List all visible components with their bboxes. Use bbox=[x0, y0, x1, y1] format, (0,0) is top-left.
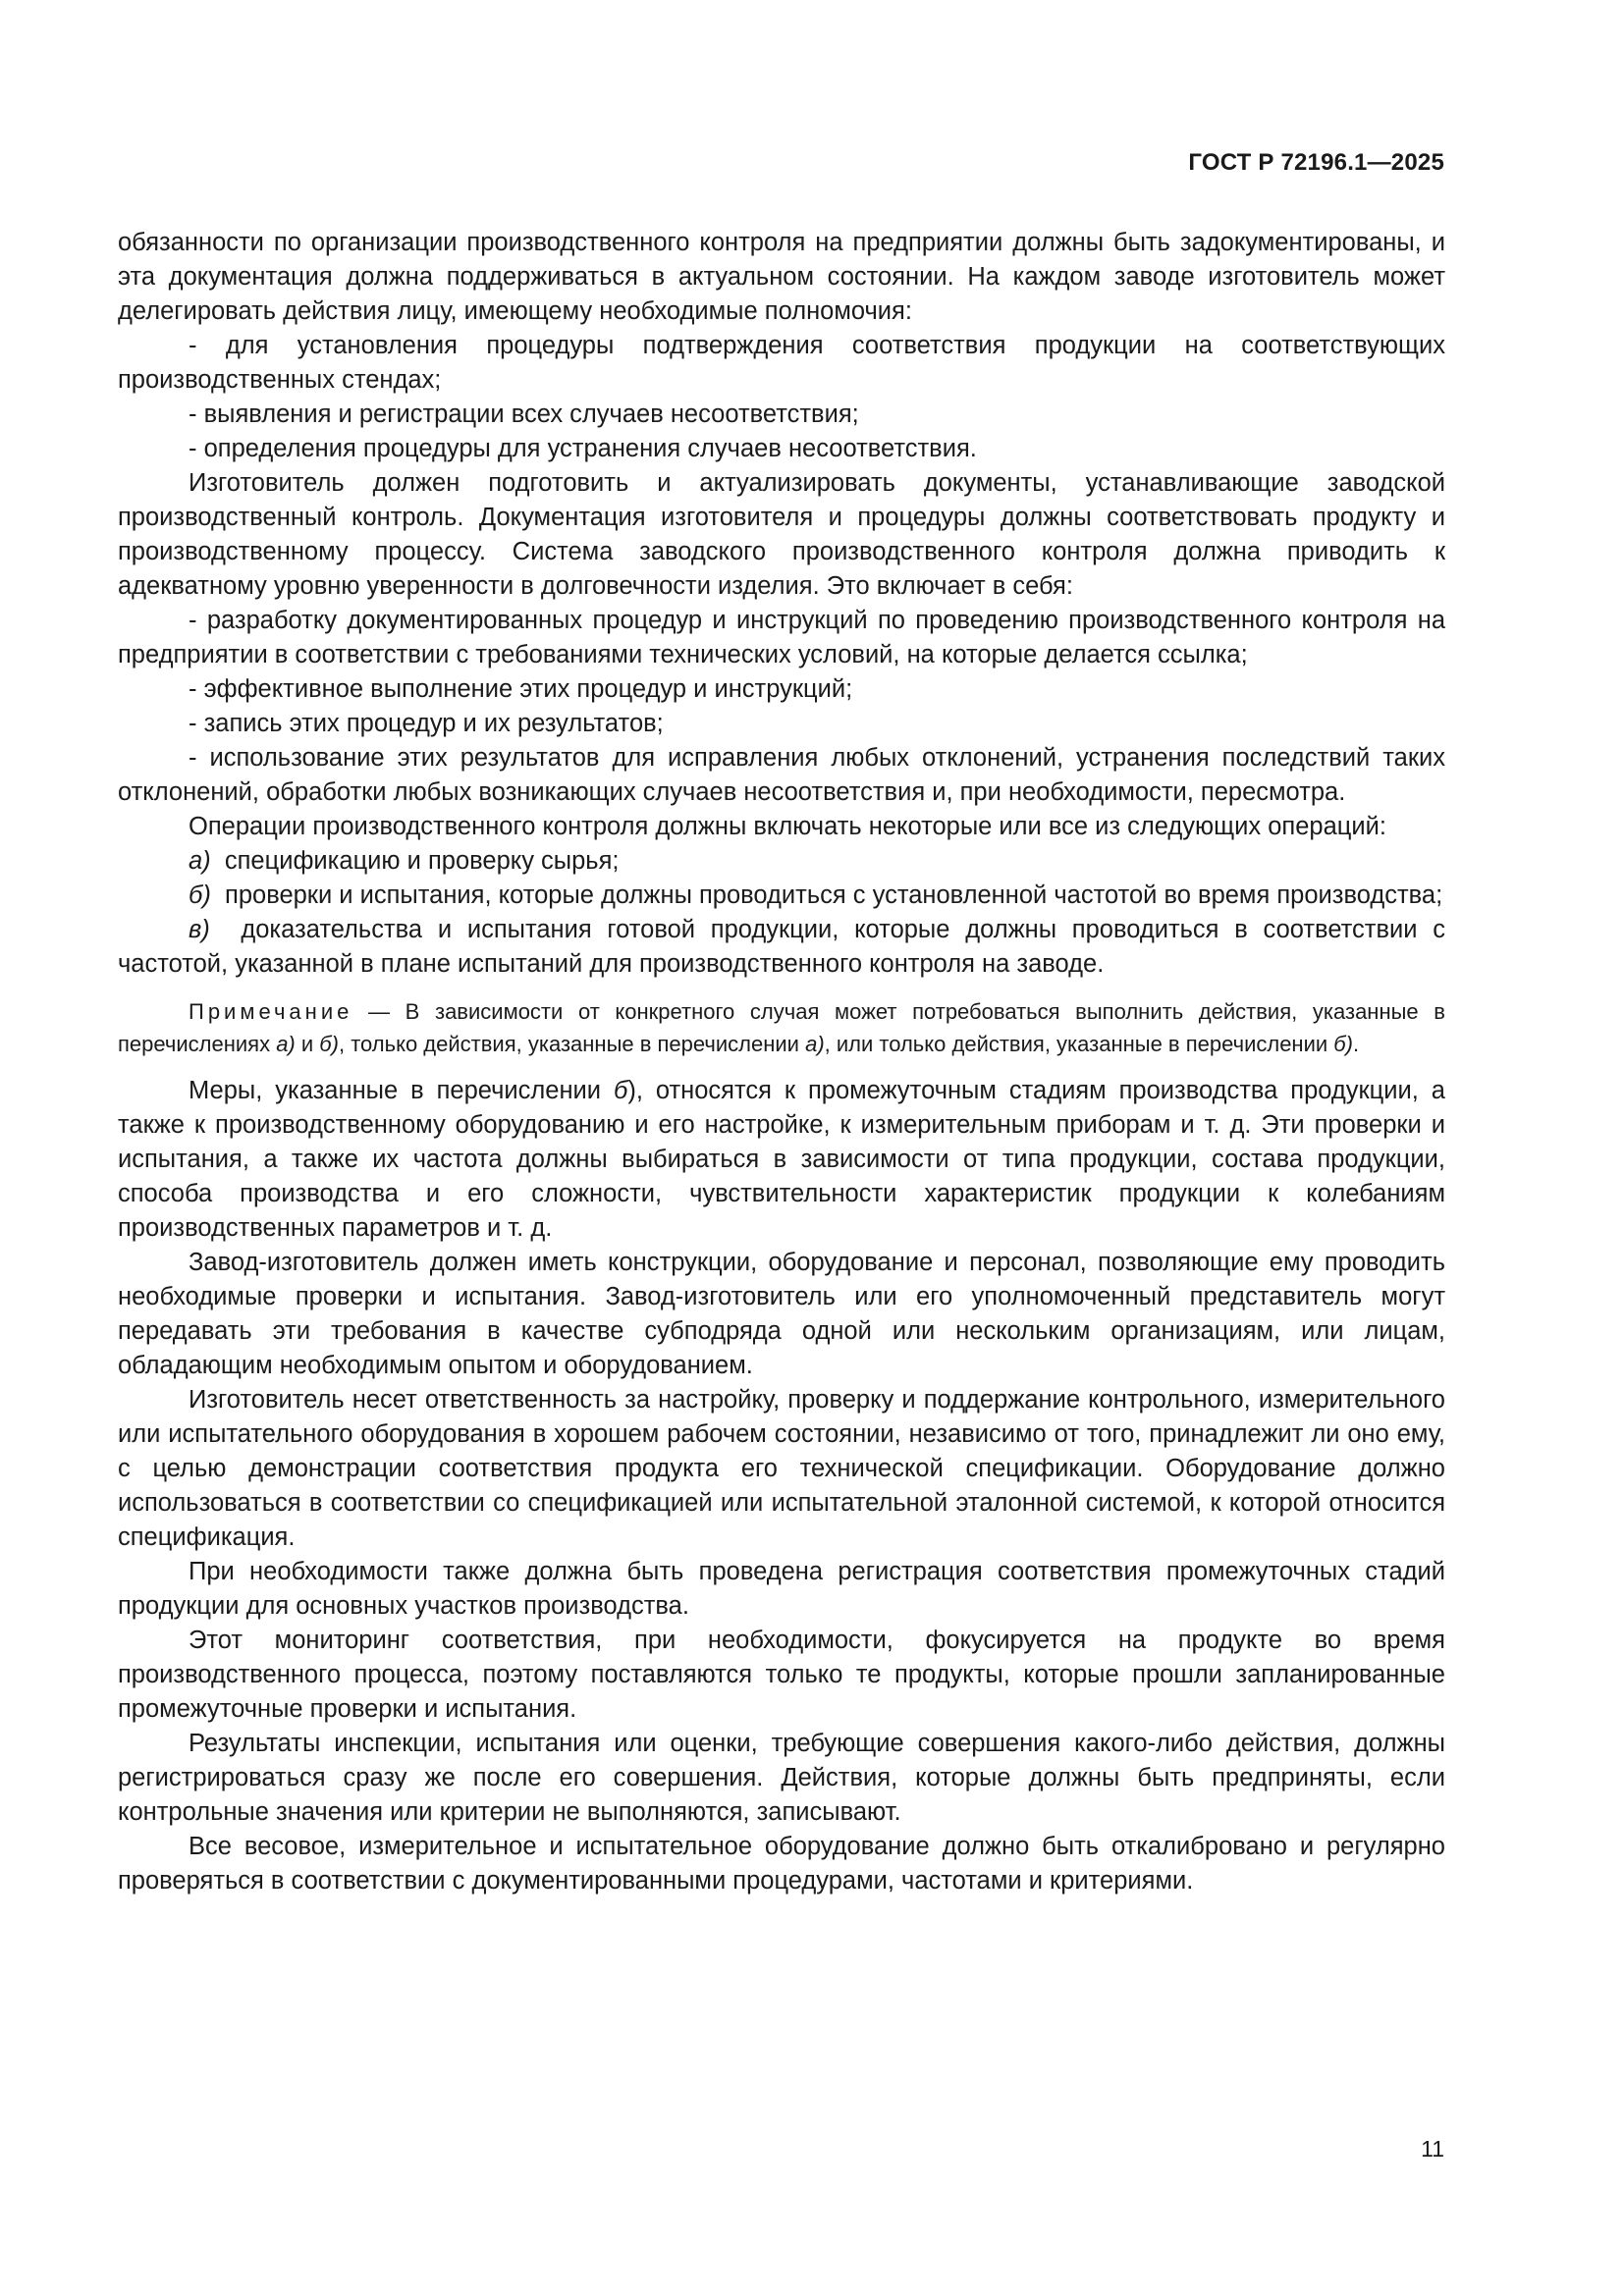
list-item: - для установления процедуры подтверждения соответствия продукции на соответствующих производственных стендах; bbox=[118, 332, 1445, 394]
paragraph: Изготовитель должен подготовить и актуализировать документы, устанавливающие заводской производственный контроль. Документация изготовителя и процедуры должны соответствовать продукту и производственному процессу. Система заводского производственного контроля должна приводить к адекватному уровню уверенности в долговечности изделия. Это включает в себя: bbox=[118, 469, 1445, 600]
list-item: - запись этих процедур и их результатов; bbox=[189, 710, 664, 737]
enumeration-marker: в) bbox=[189, 916, 210, 943]
enumeration-item bbox=[118, 913, 1445, 982]
note: Примечание — В зависимости от конкретного случая может потребоваться выполнить действия, указанные в перечислениях а) и б), только действия, указанные в перечислении а), или только действия, указанные в перечислении б). bbox=[118, 999, 1445, 1056]
paragraph: Результаты инспекции, испытания или оценки, требующие совершения какого-либо действия, должны регистрироваться сразу же после его совершения. Действия, которые должны быть предприняты, если контрольные значения или критерии не выполняются, записывают. bbox=[118, 1730, 1445, 1826]
paragraph: Операции производственного контроля должны включать некоторые или все из следующих операций: bbox=[189, 813, 1386, 840]
page-number: 11 bbox=[1421, 2136, 1444, 2162]
paragraph: При необходимости также должна быть проведена регистрация соответствия промежуточных стадий продукции для основных участков производства. bbox=[118, 1558, 1445, 1620]
document-code-header: ГОСТ Р 72196.1—2025 bbox=[1188, 149, 1444, 176]
paragraph: Меры, указанные в перечислении б), относятся к промежуточным стадиям производства продукции, а также к производственному оборудованию и его настройке, к измерительным приборам и т. д. Эти проверки и испытания, а также их частота должны выбираться в зависимости от типа продукции, состава продукции, способа производства и его сложности, чувствительности характеристик продукции к колебаниям производственных параметров и т. д. bbox=[118, 1077, 1445, 1242]
list-item: - разработку документированных процедур и инструкций по проведению производственного контроля на предприятии в соответствии с требованиями технических условий, на которые делается ссылка; bbox=[118, 607, 1445, 668]
paragraph: Завод-изготовитель должен иметь конструкции, оборудование и персонал, позволяющие ему проводить необходимые проверки и испытания. Завод-изготовитель или его уполномоченный представитель могут передавать эти требования в качестве субподряда одной или нескольким организациям, или лицам, обладающим необходимым опытом и оборудованием. bbox=[118, 1249, 1445, 1379]
enumeration-marker: б) bbox=[189, 881, 211, 909]
paragraph: обязанности по организации производственного контроля на предприятии должны быть задокументированы, и эта документация должна поддерживаться в актуальном состоянии. На каждом заводе изготовитель может делегировать действия лицу, имеющему необходимые полномочия: bbox=[118, 229, 1445, 325]
enumeration-text: проверки и испытания, которые должны проводиться с установленной частотой во время производства; bbox=[225, 881, 1443, 909]
enumeration-item bbox=[118, 879, 1445, 913]
note-label: Примечание bbox=[189, 999, 353, 1024]
enumeration-marker: а) bbox=[189, 847, 211, 875]
list-item: - использование этих результатов для исправления любых отклонений, устранения последствий таких отклонений, обработки любых возникающих случаев несоответствия и, при необходимости, пересмотра. bbox=[118, 744, 1445, 806]
paragraph: Изготовитель несет ответственность за настройку, проверку и поддержание контрольного, измерительного или испытательного оборудования в хорошем рабочем состоянии, независимо от того, принадлежит ли оно ему, с целью демонстрации соответствия продукта его технической спецификации. Оборудование должно использоваться в соответствии со спецификацией или испытательной эталонной системой, к которой относится спецификация. bbox=[118, 1386, 1445, 1551]
enumeration-item bbox=[118, 844, 1445, 879]
list-item: - выявления и регистрации всех случаев несоответствия; bbox=[189, 400, 859, 428]
paragraph: Все весовое, измерительное и испытательное оборудование должно быть откалибровано и регулярно проверяться в соответствии с документированными процедурами, частотами и критериями. bbox=[118, 1833, 1445, 1895]
paragraph: Этот мониторинг соответствия, при необходимости, фокусируется на продукте во время производственного процесса, поэтому поставляются только те продукты, которые прошли запланированные промежуточные проверки и испытания. bbox=[118, 1627, 1445, 1723]
document-body bbox=[118, 226, 1445, 1898]
list-item: - эффективное выполнение этих процедур и инструкций; bbox=[189, 675, 853, 703]
list-item: - определения процедуры для устранения случаев несоответствия. bbox=[189, 435, 977, 462]
enumeration-text: доказательства и испытания готовой продукции, которые должны проводиться в соответствии с частотой, указанной в плане испытаний для производственного контроля на заводе. bbox=[118, 916, 1446, 978]
enumeration-text: спецификацию и проверку сырья; bbox=[224, 847, 620, 875]
